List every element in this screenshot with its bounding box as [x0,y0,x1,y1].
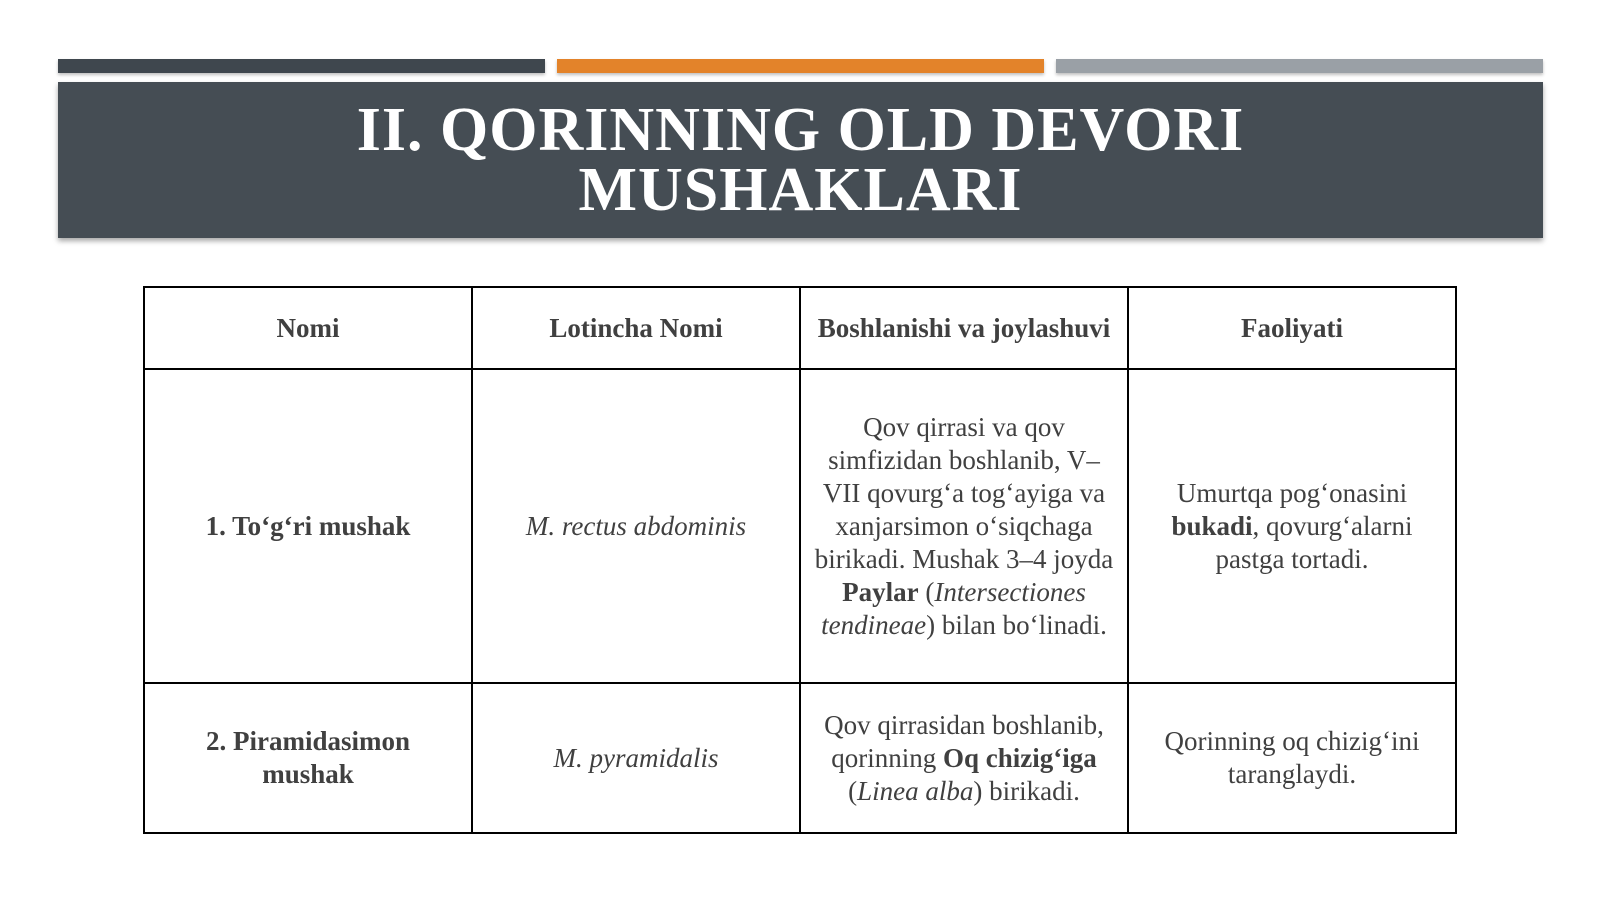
origin-text: ( [918,576,935,607]
header-function: Faoliyati [1128,287,1456,369]
origin-text: ) birikadi. [973,775,1080,806]
origin-text: Qov qirrasi va qov simfizidan boshlanib, V–VII qovurg‘a tog‘ayiga va xanjarsimon o‘siqchaga birikadi. Mushak 3–4 joyda [814,411,1114,574]
origin-bold-term: Paylar [842,576,919,607]
table-header-row [144,287,1456,369]
header-origin: Boshlanishi va joylashuvi [800,287,1128,369]
origin-bold-term: Oq chizig‘iga [943,742,1097,773]
header-name: Nomi [144,287,472,369]
function-bold-term: bukadi [1171,510,1253,541]
cell-muscle-name: 1. To‘g‘ri mushak [144,369,472,683]
origin-text: ( [848,775,858,806]
accent-bar-orange [557,59,1044,73]
title-banner [58,82,1543,238]
cell-latin-name: M. pyramidalis [472,683,800,833]
table-row [144,369,1456,683]
origin-latin-term: Linea alba [857,775,974,806]
table-row [144,683,1456,833]
cell-origin [800,369,1128,683]
origin-latin-term: Intersectiones tendineae [821,576,1086,640]
cell-origin [800,683,1128,833]
function-text: Qorinning oq chizig‘ini taranglaydi. [1164,726,1420,789]
cell-function [1128,369,1456,683]
slide-title: II. QORINNING OLD DEVORI MUSHAKLARI [356,96,1245,224]
origin-text: Qov qirrasidan boshlanib, qorinning [824,709,1104,773]
cell-muscle-name: 2. Piramidasimon mushak [144,683,472,833]
accent-bar-dark [58,59,545,73]
muscles-table [143,286,1457,834]
cell-function [1128,683,1456,833]
function-text: Umurtqa pog‘onasini [1176,477,1408,508]
function-text: , qovurg‘alarni pastga tortadi. [1215,510,1413,574]
accent-bar-gray [1056,59,1543,73]
origin-text: ) bilan bo‘linadi. [926,609,1107,640]
header-latin-name: Lotincha Nomi [472,287,800,369]
cell-latin-name: M. rectus abdominis [472,369,800,683]
